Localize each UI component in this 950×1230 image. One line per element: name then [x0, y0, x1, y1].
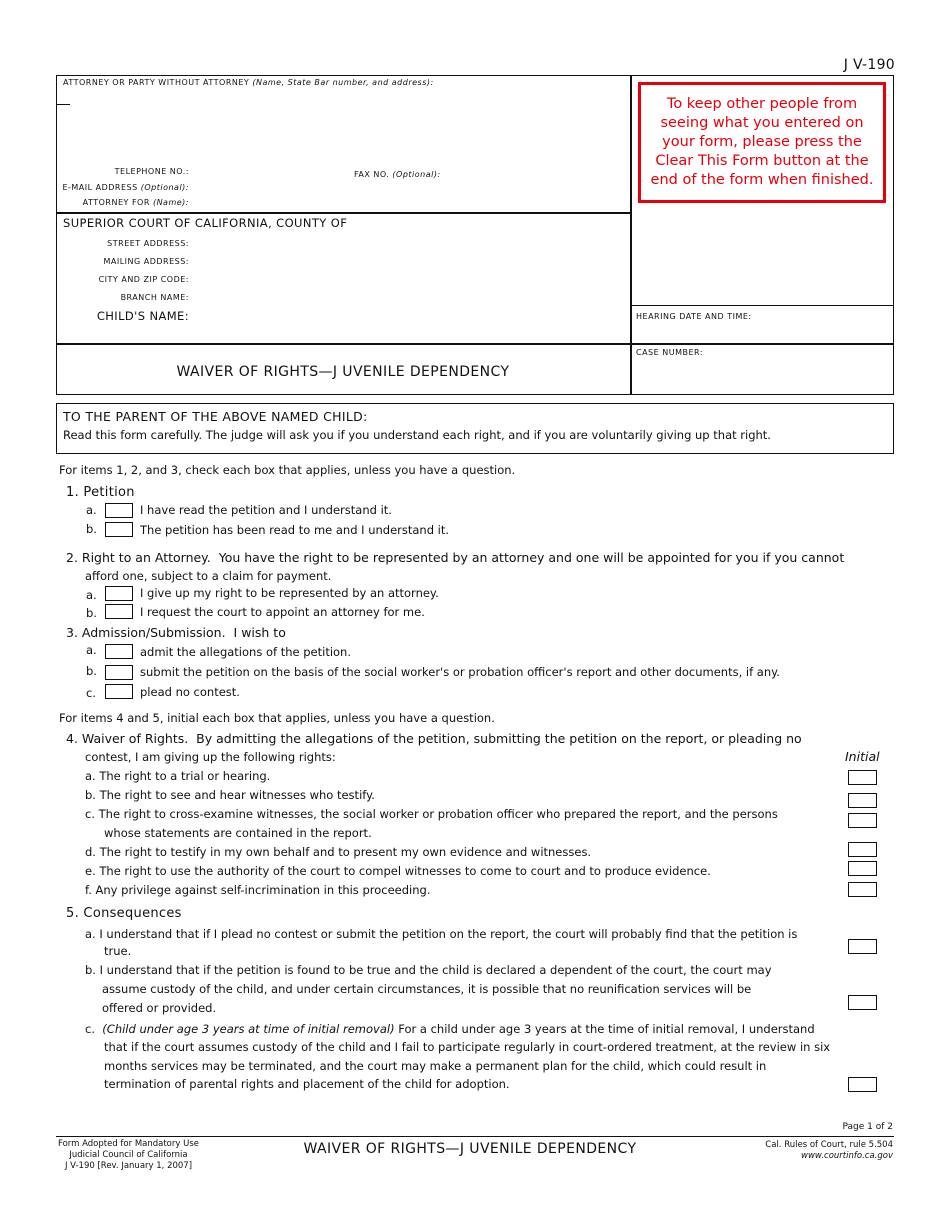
- instructions-4-5: For items 4 and 5, initial each box that applies, unless you have a question.: [59, 711, 495, 725]
- page-number: Page 1 of 2: [842, 1122, 893, 1132]
- item-2a-checkbox[interactable]: [105, 586, 133, 601]
- item-2b-letter: b.: [86, 606, 97, 620]
- item-3b-checkbox[interactable]: [105, 665, 133, 680]
- item-1b-checkbox[interactable]: [105, 522, 133, 537]
- item-1a-letter: a.: [86, 503, 97, 517]
- adopted-line-2: Judicial Council of California: [69, 1150, 188, 1160]
- item-3c-checkbox[interactable]: [105, 684, 133, 699]
- item-4a-text: a. The right to a trial or hearing.: [85, 769, 271, 783]
- item-5a-text1: a. I understand that if I plead no contest or submit the petition on the report, the court will probably find that the petition is: [85, 927, 798, 941]
- street-label: STREET ADDRESS:: [107, 239, 189, 248]
- initial-header: Initial: [845, 749, 880, 764]
- item-5c-text4: termination of parental rights and placement of the child for adoption.: [104, 1077, 510, 1091]
- item-4f-text: f. Any privilege against self-incrimination in this proceeding.: [85, 883, 431, 897]
- item-2b-checkbox[interactable]: [105, 604, 133, 619]
- city-label: CITY AND ZIP CODE:: [98, 275, 189, 284]
- item-2-title: 2. Right to an Attorney.: [66, 550, 211, 565]
- adopted-line-3: J V-190 [Rev. January 1, 2007]: [64, 1161, 193, 1171]
- item-4d-text: d. The right to testify in my own behalf and to present my own evidence and witnesses.: [85, 845, 592, 859]
- item-2b-text: I request the court to appoint an attorney for me.: [140, 605, 425, 619]
- adopted-block: [56, 1139, 201, 1172]
- item-5c-text3: months services may be terminated, and the court may make a permanent plan for the child, which could result in: [104, 1059, 767, 1073]
- item-1b-letter: b.: [86, 522, 97, 536]
- item-1a-checkbox[interactable]: [105, 503, 133, 518]
- item-5a-initial-box[interactable]: [848, 939, 877, 954]
- item-3a-checkbox[interactable]: [105, 644, 133, 659]
- item-5c-text1: For a child under age 3 years at the time of initial removal, I understand: [394, 1022, 815, 1036]
- item-2-text1: You have the right to be represented by an attorney and one will be appointed for you if you cannot: [218, 550, 845, 565]
- item-5b-initial-box[interactable]: [848, 995, 877, 1010]
- item-1b-text: The petition has been read to me and I understand it.: [140, 523, 450, 537]
- item-2a-text: I give up my right to be represented by an attorney.: [140, 586, 439, 600]
- item-4-text1: By admitting the allegations of the petition, submitting the petition on the report, or pleading no: [196, 731, 802, 746]
- item-3a-letter: a.: [86, 643, 97, 657]
- branch-label: BRANCH NAME:: [120, 293, 189, 302]
- item-5b-text2: assume custody of the child, and under certain circumstances, it is possible that no reunification services will be: [102, 982, 752, 996]
- item-4-text2: contest, I am giving up the following rights:: [85, 750, 336, 764]
- item-3a-text: admit the allegations of the petition.: [140, 645, 352, 659]
- item-5c-letter: c.: [85, 1022, 95, 1036]
- item-4c-text1: c. The right to cross-examine witnesses, the social worker or probation officer who prepared the report, and the persons: [85, 807, 778, 821]
- form-id: J V-190: [843, 57, 895, 73]
- item-4c-text2: whose statements are contained in the report.: [104, 826, 372, 840]
- parent-heading: TO THE PARENT OF THE ABOVE NAMED CHILD:: [63, 409, 368, 424]
- item-1a-text: I have read the petition and I understand it.: [140, 503, 392, 517]
- instructions-1-3: For items 1, 2, and 3, check each box that applies, unless you have a question.: [59, 463, 516, 477]
- item-3c-letter: c.: [86, 686, 96, 700]
- item-3b-text: submit the petition on the basis of the social worker's or probation officer's report and other documents, if any.: [140, 665, 780, 679]
- item-5a-text2: true.: [104, 944, 132, 958]
- adopted-line-1: Form Adopted for Mandatory Use: [58, 1139, 199, 1149]
- item-4b-text: b. The right to see and hear witnesses who testify.: [85, 788, 375, 802]
- item-4d-initial-box[interactable]: [848, 842, 877, 857]
- item-5b-text1: b. I understand that if the petition is found to be true and the child is declared a dependent of the court, the court may: [85, 963, 772, 977]
- attorney-label: ATTORNEY OR PARTY WITHOUT ATTORNEY (Name, State Bar number, and address):: [63, 78, 434, 87]
- item-4-line1: [66, 731, 802, 746]
- item-4b-initial-box[interactable]: [848, 793, 877, 808]
- mailing-label: MAILING ADDRESS:: [103, 257, 189, 266]
- hearing-label: HEARING DATE AND TIME:: [636, 312, 752, 321]
- telephone-label: TELEPHONE NO.:: [114, 167, 189, 176]
- item-3c-text: plead no contest.: [140, 685, 240, 699]
- form-title: WAIVER OF RIGHTS—J UVENILE DEPENDENCY: [176, 364, 510, 380]
- rule-citation: Cal. Rules of Court, rule 5.504: [765, 1140, 893, 1150]
- item-4-title: 4. Waiver of Rights.: [66, 731, 189, 746]
- parent-text: Read this form carefully. The judge will ask you if you understand each right, and if you are voluntarily giving up that right.: [63, 428, 771, 442]
- item-3b-letter: b.: [86, 664, 97, 678]
- item-5c-initial-box[interactable]: [848, 1077, 877, 1092]
- fax-label: FAX NO. (Optional):: [354, 170, 441, 179]
- attorney-for-label: ATTORNEY FOR (Name):: [82, 198, 189, 207]
- item-5b-text3: offered or provided.: [102, 1001, 217, 1015]
- item-5c-italic: (Child under age 3 years at time of initial removal): [102, 1022, 395, 1036]
- case-number-label: CASE NUMBER:: [636, 348, 704, 357]
- privacy-notice: To keep other people from seeing what you entered on your form, please press the Clear This Form button at the end of the form when finished.: [638, 82, 886, 203]
- item-3-text: I wish to: [233, 625, 286, 640]
- item-5c-line1: [85, 1022, 815, 1036]
- item-2-line1: [66, 550, 844, 565]
- item-4e-text: e. The right to use the authority of the court to compel witnesses to come to court and to produce evidence.: [85, 864, 711, 878]
- item-4c-initial-box[interactable]: [848, 813, 877, 828]
- footer-title: WAIVER OF RIGHTS—J UVENILE DEPENDENCY: [303, 1141, 637, 1157]
- item-1-title: 1. Petition: [66, 485, 135, 500]
- child-name-label: CHILD'S NAME:: [96, 309, 189, 323]
- court-label: SUPERIOR COURT OF CALIFORNIA, COUNTY OF: [63, 216, 348, 230]
- item-5-title: 5. Consequences: [66, 906, 182, 921]
- email-label: E-MAIL ADDRESS (Optional):: [62, 183, 189, 192]
- item-2a-letter: a.: [86, 588, 97, 602]
- item-2-text2: afford one, subject to a claim for payment.: [85, 569, 332, 583]
- courtinfo-link[interactable]: www.courtinfo.ca.gov: [801, 1151, 893, 1161]
- item-5c-text2: that if the court assumes custody of the child and I fail to participate regularly in court-ordered treatment, at the review in six: [104, 1040, 831, 1054]
- item-3-line: [66, 625, 286, 640]
- item-3-title: 3. Admission/Submission.: [66, 625, 226, 640]
- item-4e-initial-box[interactable]: [848, 861, 877, 876]
- item-4a-initial-box[interactable]: [848, 770, 877, 785]
- item-4f-initial-box[interactable]: [848, 882, 877, 897]
